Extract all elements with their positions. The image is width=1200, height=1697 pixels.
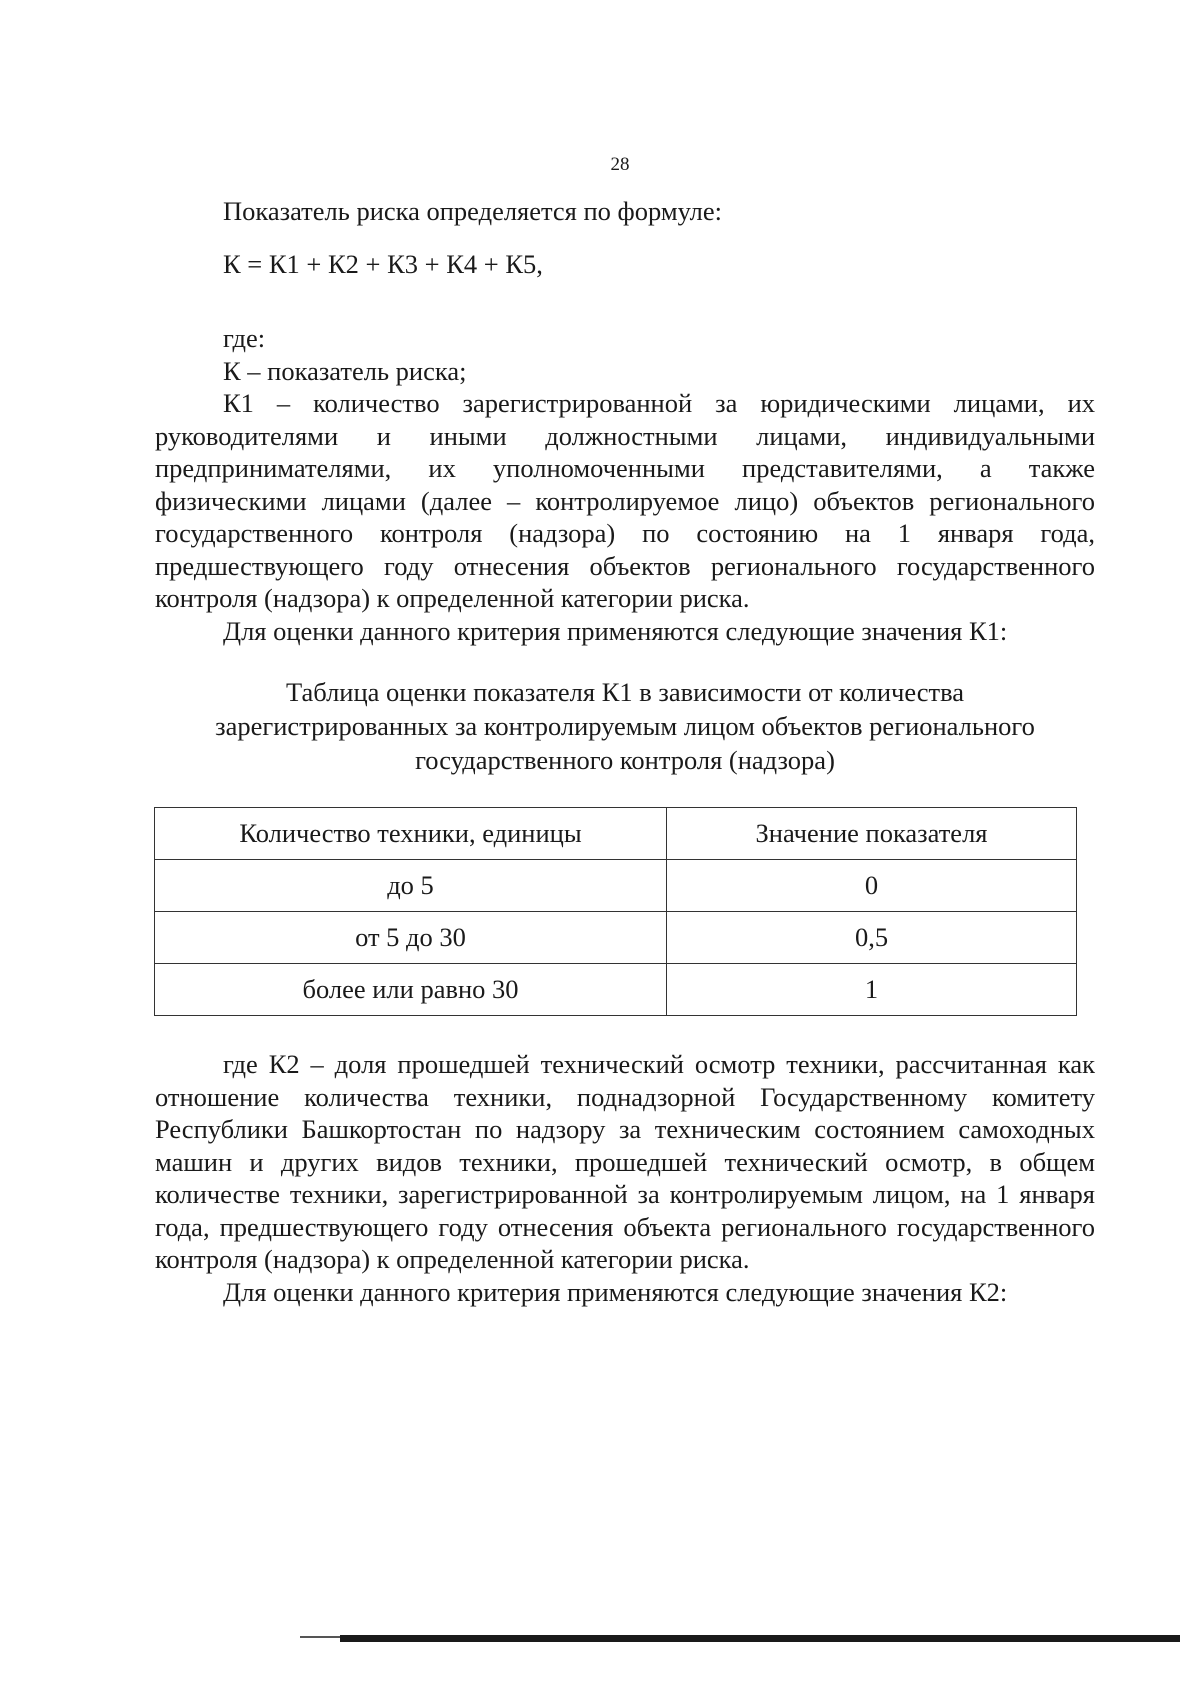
column-header-quantity: Количество техники, единицы — [155, 808, 667, 860]
table-cell-quantity: до 5 — [155, 860, 667, 912]
k1-values-intro: Для оценки данного критерия применяются следующие значения К1: — [223, 615, 1008, 646]
formula-intro: Показатель риска определяется по формуле: — [223, 196, 723, 226]
definition-k2: где К2 – доля прошедшей технический осмотр техники, рассчитанная как отношение количества техники, поднадзорной Государственному комитету Республики Башкортостан по надзору за техническим состоянием самоходных машин и других видов техники, прошедшей технический осмотр, в общем количестве техники, зарегистрированной за контролируемым лицом, на 1 января года, предшествующего году отнесения объекта регионального государственного контроля (надзора) к определенной категории риска. — [155, 1049, 1095, 1274]
scan-edge-bar — [340, 1635, 1180, 1642]
table-row — [155, 860, 1077, 912]
column-header-value: Значение показателя — [667, 808, 1077, 860]
table-cell-quantity: от 5 до 30 — [155, 912, 667, 964]
table-caption — [155, 675, 1095, 777]
table-row — [155, 912, 1077, 964]
page-number: 28 — [610, 154, 630, 175]
table-cell-value: 0 — [667, 860, 1077, 912]
table-row — [155, 964, 1077, 1016]
page-content — [155, 195, 1095, 1308]
table-cell-value: 0,5 — [667, 912, 1077, 964]
table-caption-line: государственного контроля (надзора) — [415, 745, 835, 775]
table-caption-line: Таблица оценки показателя К1 в зависимости от количества — [285, 677, 965, 707]
risk-formula: К = К1 + К2 + К3 + К4 + К5, — [223, 248, 543, 279]
k1-table — [154, 807, 1077, 1016]
table-header-row — [155, 808, 1077, 860]
table-cell-quantity: более или равно 30 — [155, 964, 667, 1016]
table-cell-value: 1 — [667, 964, 1077, 1016]
definition-k1: К1 – количество зарегистрированной за юридическими лицами, их руководителями и иными должностными лицами, индивидуальными предпринимателями, их уполномоченными представителями, а также физическими лицами (далее – контролируемое лицо) объектов регионального государственного контроля (надзора) по состоянию на 1 января года, предшествующего году отнесения объектов регионального государственного контроля (надзора) к определенной категории риска. — [155, 388, 1095, 613]
k2-values-intro: Для оценки данного критерия применяются следующие значения К2: — [223, 1276, 1008, 1307]
table-caption-line: зарегистрированных за контролируемым лицом объектов регионального — [215, 711, 1035, 741]
definition-k: К – показатель риска; — [223, 355, 467, 386]
scan-edge-line — [300, 1636, 340, 1638]
where-label: где: — [223, 323, 266, 353]
